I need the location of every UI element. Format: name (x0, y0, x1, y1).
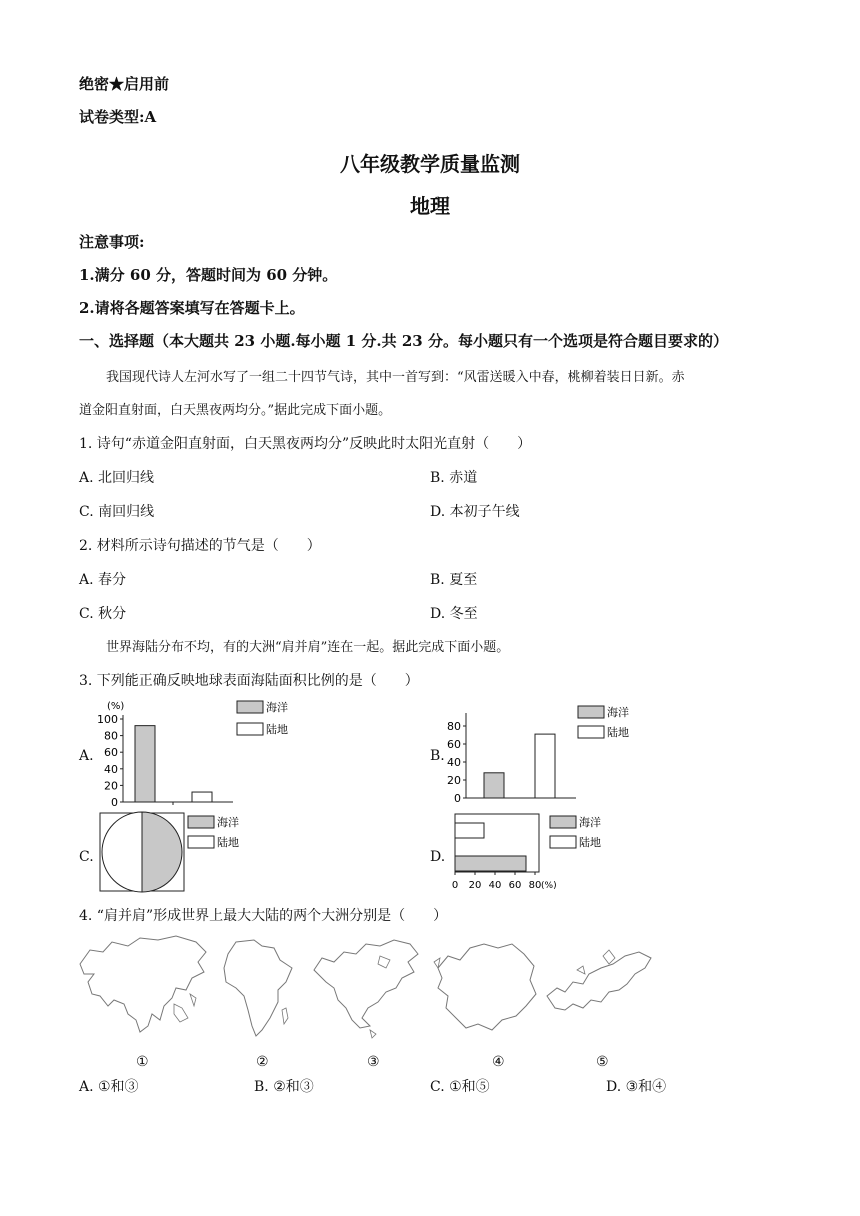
legend-ocean-swatch (188, 816, 214, 828)
option-c: C. ①和⑤ (430, 1079, 490, 1095)
notes-heading: 注意事项: (79, 233, 145, 251)
chart-c (99, 812, 274, 894)
secret-label: 绝密★启用前 (79, 75, 170, 93)
legend-ocean-label: 海洋 (217, 816, 239, 829)
y-tick-label: 80 (447, 720, 461, 733)
option-c: C. (79, 849, 94, 865)
africa-map (222, 938, 294, 1038)
x-tick-label: 40 (488, 880, 502, 891)
exam-title: 八年级教学质量监测 (340, 152, 520, 176)
passage-line: 道金阳直射面，白天黑夜两均分。”据此完成下面小题。 (79, 403, 392, 418)
chart-b (440, 702, 650, 807)
legend-land-swatch (237, 723, 263, 735)
y-tick-label: 60 (104, 746, 118, 760)
section-heading: 一、选择题（本大题共 23 小题.每小题 1 分.共 23 分。每小题只有一个选项是符合题目要求的） (79, 332, 728, 350)
y-tick-label: 20 (104, 779, 118, 793)
legend-land-swatch (550, 836, 576, 848)
question-stem: 4. “肩并肩”形成世界上最大大陆的两个大洲分别是（ ） (79, 908, 448, 924)
pie-slice-land (102, 812, 142, 892)
pie-slice-ocean (142, 812, 182, 892)
y-tick-label: 100 (97, 713, 118, 726)
y-tick-label: 0 (111, 796, 118, 809)
legend-ocean-label: 海洋 (266, 701, 288, 714)
legend-land-label: 陆地 (266, 723, 288, 736)
bar-land (535, 734, 555, 798)
chart-d (448, 810, 658, 895)
option-a: A. (79, 748, 94, 764)
option-d: D. ③和④ (606, 1079, 667, 1095)
note-item: 1.满分 60 分，答题时间为 60 分钟。 (79, 266, 338, 284)
antarctica-map (430, 938, 540, 1036)
legend-land-label: 陆地 (607, 726, 629, 739)
x-axis-label: (%) (541, 881, 557, 891)
bar-ocean (484, 773, 504, 798)
option-d: D. (430, 849, 446, 865)
question-stem: 2. 材料所示诗句描述的节气是（ ） (79, 538, 321, 554)
europe-map (543, 944, 655, 1016)
eurasia-map (78, 934, 208, 1039)
option-d: D. 本初子午线 (430, 504, 520, 520)
exam-subject: 地理 (410, 194, 450, 218)
map-label: ③ (367, 1054, 380, 1070)
x-tick-label: 80 (528, 880, 542, 891)
legend-ocean-swatch (237, 701, 263, 713)
y-tick-label: 0 (454, 792, 461, 805)
chart-a (95, 697, 315, 812)
north-america-map (310, 936, 422, 1040)
option-d: D. 冬至 (430, 606, 478, 622)
passage-line: 世界海陆分布不均，有的大洲“肩并肩”连在一起。据此完成下面小题。 (106, 640, 510, 655)
option-b: B. ②和③ (254, 1079, 314, 1095)
x-tick-label: 0 (451, 880, 459, 891)
passage-line: 我国现代诗人左河水写了一组二十四节气诗，其中一首写到：“风雷送暖入中春，桃柳着装日日新。赤 (106, 370, 685, 385)
option-a: A. 春分 (79, 572, 127, 588)
option-c: C. 南回归线 (79, 504, 155, 520)
legend-ocean-swatch (578, 706, 604, 718)
note-item: 2.请将各题答案填写在答题卡上。 (79, 299, 305, 317)
option-b: B. 赤道 (430, 470, 478, 486)
bar-ocean (135, 726, 155, 802)
question-stem: 3. 下列能正确反映地球表面海陆面积比例的是（ ） (79, 673, 419, 689)
bar-land (192, 792, 212, 802)
x-tick-label: 20 (468, 880, 482, 891)
y-tick-label: 80 (104, 729, 118, 743)
bar-ocean (455, 856, 526, 871)
x-tick-label: 60 (508, 880, 522, 891)
legend-ocean-swatch (550, 816, 576, 828)
map-label: ④ (492, 1054, 505, 1070)
option-a: A. ①和③ (79, 1079, 139, 1095)
legend-land-label: 陆地 (579, 836, 601, 849)
legend-land-swatch (578, 726, 604, 738)
option-a: A. 北回归线 (79, 470, 155, 486)
option-c: C. 秋分 (79, 606, 127, 622)
y-tick-label: 60 (447, 738, 461, 751)
option-b: B. (430, 748, 445, 764)
paper-type-label: 试卷类型:A (79, 108, 157, 126)
y-tick-label: 40 (104, 762, 118, 776)
legend-ocean-label: 海洋 (579, 816, 601, 829)
bar-land (455, 823, 484, 838)
legend-ocean-label: 海洋 (607, 706, 629, 719)
y-tick-label: 20 (447, 774, 461, 787)
map-label: ⑤ (596, 1054, 609, 1070)
map-label: ① (136, 1054, 149, 1070)
map-label: ② (256, 1054, 269, 1070)
option-b: B. 夏至 (430, 572, 478, 588)
y-axis-label: (%) (107, 701, 125, 712)
legend-land-swatch (188, 836, 214, 848)
question-stem: 1. 诗句“赤道金阳直射面，白天黑夜两均分”反映此时太阳光直射（ ） (79, 436, 532, 452)
y-tick-label: 40 (447, 756, 461, 769)
legend-land-label: 陆地 (217, 836, 239, 849)
